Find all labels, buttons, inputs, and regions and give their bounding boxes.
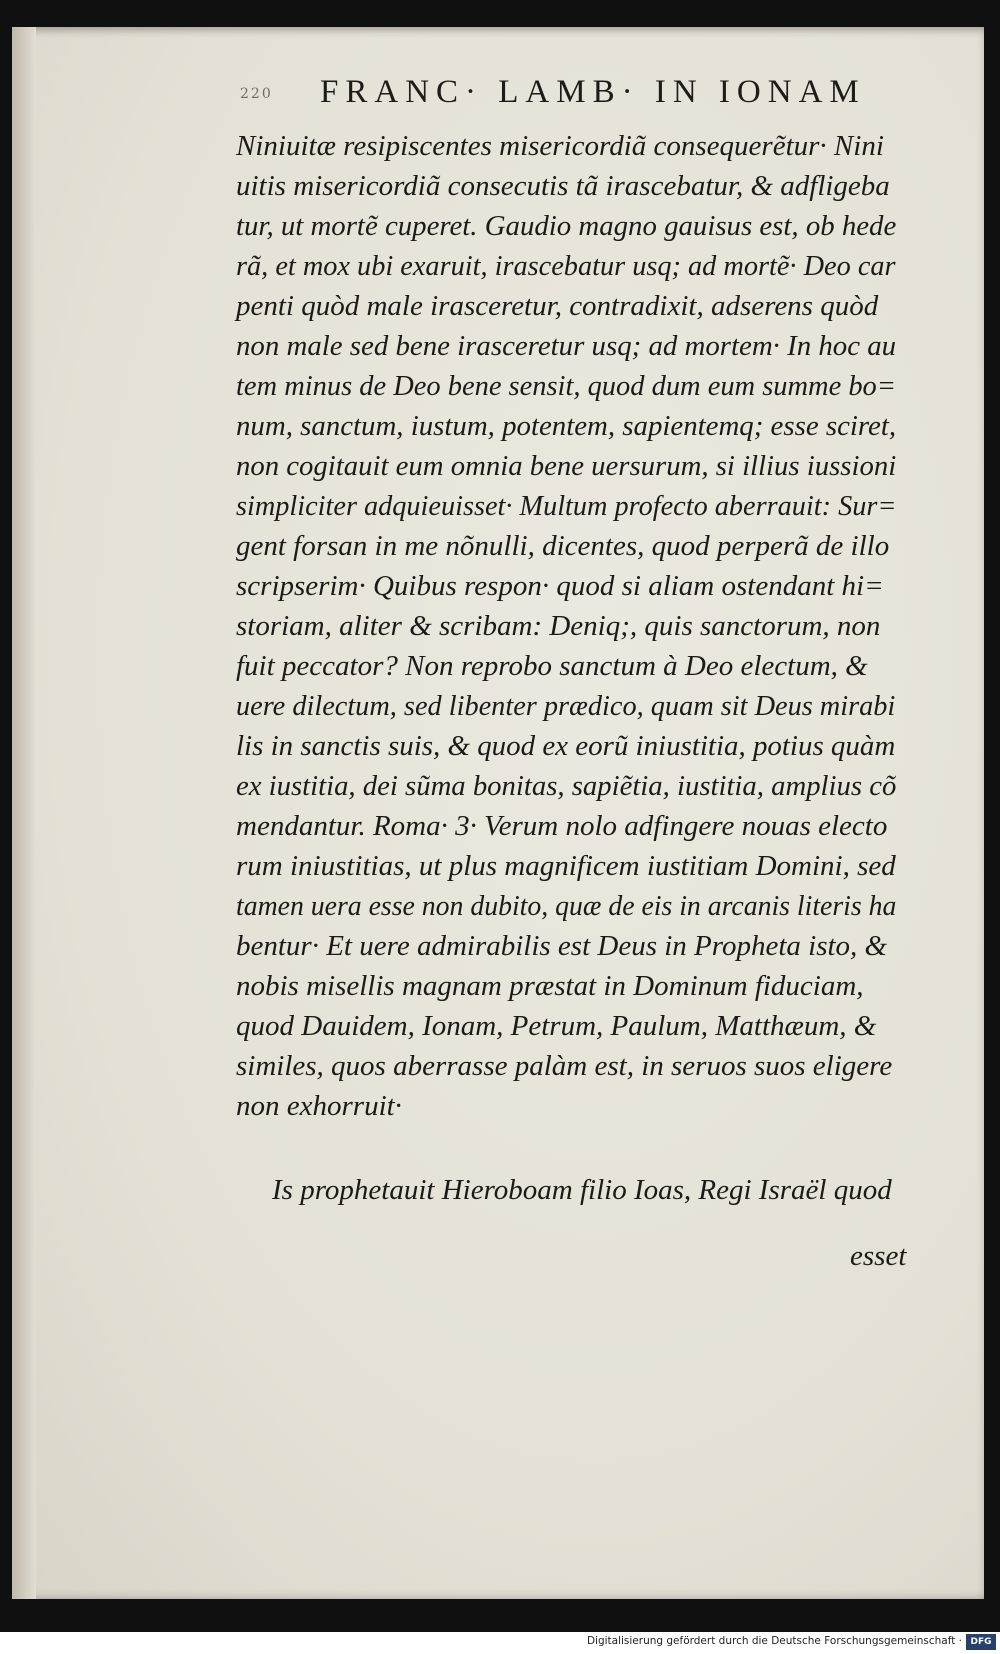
text-line: uere dilectum, sed libenter prædico, quam sit Deus mirabi [236,690,896,722]
text-line: tem minus de Deo bene sensit, quod dum eum summe bo= [236,370,896,402]
text-line: quod Dauidem, Ionam, Petrum, Paulum, Matthæum, & [236,1010,877,1042]
text-line: non male sed bene irasceretur usq; ad mortem· In hoc au [236,330,897,362]
text-line: scripserim· Quibus respon· quod si aliam ostendant hi= [236,570,884,602]
text-line: gent forsan in me nõnulli, dicentes, quod perperã de illo [236,530,890,562]
text-line: num, sanctum, iustum, potentem, sapientemq; esse sciret, [236,410,897,442]
dfg-logo-icon: DFG [966,1634,996,1650]
footer-bar [0,1632,1000,1654]
text-line: similes, quos aberrasse palàm est, in seruos suos eligere [236,1050,893,1082]
text-line: non exhorruit· [236,1090,402,1122]
text-line: simpliciter adquieuisset· Multum profecto aberrauit: Sur= [236,490,897,522]
text-line: lis in sanctis suis, & quod ex eorũ iniustitia, potius quàm [236,730,896,762]
text-line: non cogitauit eum omnia bene uersurum, si illius iussioni [236,450,897,482]
text-line: ex iustitia, dei sũma bonitas, sapiẽtia, iustitia, amplius cõ [236,770,897,802]
catchword: esset [850,1240,907,1272]
text-line: tamen uera esse non dubito, quæ de eis in arcanis literis ha [236,890,897,922]
footer-credit: Digitalisierung gefördert durch die Deutsche Forschungsgemeinschaft · [586,1635,962,1647]
text-line: rum iniustitias, ut plus magnificem iustitiam Domini, sed [236,850,896,882]
text-line: fuit peccator? Non reprobo sanctum à Deo electum, & [236,650,868,682]
text-line: Niniuitæ resipiscentes misericordiã consequerẽtur· Nini [236,130,884,162]
text-line: nobis misellis magnam præstat in Dominum fiduciam, [236,970,864,1002]
text-line: bentur· Et uere admirabilis est Deus in Propheta isto, & [236,930,888,962]
text-line: tur, ut mortẽ cuperet. Gaudio magno gauisus est, ob hede [236,210,897,242]
text-line: mendantur. Roma· 3· Verum nolo adfingere nouas electo [236,810,888,842]
text-line: penti quòd male irasceretur, contradixit, adserens quòd [236,290,879,322]
running-title: FRANC· LAMB· IN IONAM [320,74,866,110]
page-gutter-shadow [12,27,36,1599]
text-line: uitis misericordiã consecutis tã irascebatur, & adfligeba [236,170,890,202]
text-line: storiam, aliter & scribam: Deniq;, quis sanctorum, non [236,610,881,642]
body-text [236,130,926,1280]
text-line: rã, et mox ubi exaruit, irascebatur usq; ad mortẽ· Deo car [236,250,896,282]
page-number: 220 [240,86,273,102]
text-line-paragraph-start: Is prophetauit Hieroboam filio Ioas, Regi Israël quod [272,1174,892,1206]
running-head [240,72,890,122]
